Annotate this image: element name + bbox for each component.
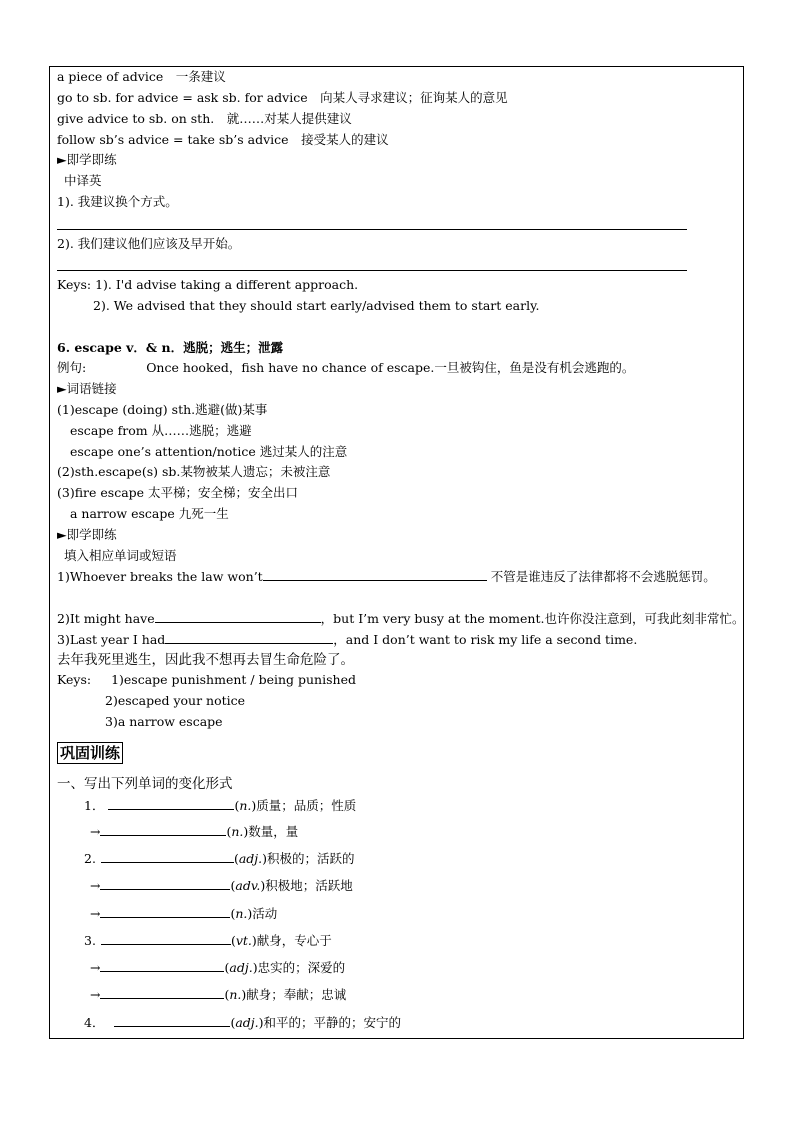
- word-blank[interactable]: [100, 958, 224, 972]
- arrow-icon: →: [90, 906, 101, 921]
- word-form-item: 1． (n.)质量；品质；性质: [84, 798, 357, 813]
- word-blank[interactable]: [100, 985, 224, 999]
- word-blank[interactable]: [100, 904, 230, 918]
- links-heading: ►词语链接: [57, 381, 117, 396]
- fill-blank[interactable]: [155, 609, 321, 623]
- fill-item-3: 3)Last year I had ，and I don’t want to risk my life a second time.: [57, 632, 638, 647]
- practice-heading: ►即学即练: [57, 527, 117, 542]
- advice-phrase: follow sb’s advice = take sb’s advice 接受某人的建议: [57, 132, 389, 147]
- word-blank[interactable]: [101, 849, 234, 863]
- word-blank[interactable]: [108, 796, 234, 810]
- key-answer: 3)a narrow escape: [105, 714, 223, 729]
- word-blank[interactable]: [100, 822, 226, 836]
- word-blank[interactable]: [101, 931, 231, 945]
- fill-item-2: 2)It might have ，but I’m very busy at the moment.也许你没注意到，可我此刻非常忙。: [57, 611, 745, 626]
- example-sentence: Once hooked，fish have no chance of escape.一旦被钩住，鱼是没有机会逃跑的。: [146, 360, 635, 375]
- word-form-item: 2. (adj.)积极的；活跃的: [84, 851, 355, 866]
- word-form-item: → (n.)数量，量: [90, 824, 299, 839]
- link-item: (2)sth.escape(s) sb.某物被某人遗忘；未被注意: [57, 464, 331, 479]
- word-form-item: → (adj.)忠实的；深爱的: [90, 960, 346, 975]
- key-answer: 1)escape punishment / being punished: [111, 672, 356, 687]
- arrow-icon: →: [90, 960, 101, 975]
- practice-subheading: 填入相应单词或短语: [64, 548, 177, 563]
- part-heading: 一、写出下列单词的变化形式: [57, 776, 233, 792]
- word-blank[interactable]: [100, 876, 230, 890]
- fill-item-1: 1)Whoever breaks the law won’t 不管是谁违反了法律都将不会逃脱惩罚。: [57, 569, 716, 584]
- keys-label: Keys:: [57, 277, 92, 292]
- arrow-icon: →: [90, 987, 101, 1002]
- answer-line-1[interactable]: [57, 229, 687, 230]
- advice-phrase: a piece of advice 一条建议: [57, 69, 226, 84]
- keys-line: [57, 671, 356, 689]
- question-1: 1). 我建议换个方式。: [57, 194, 178, 209]
- practice-heading: ►即学即练: [57, 152, 117, 167]
- arrow-icon: →: [90, 878, 101, 893]
- key-answer: 1). I'd advise taking a different approach.: [95, 277, 359, 292]
- keys-label: Keys:: [57, 672, 92, 687]
- question-2: 2). 我们建议他们应该及早开始。: [57, 236, 241, 251]
- word-form-item: → (n.)献身；奉献；忠诚: [90, 987, 347, 1002]
- advice-phrase: go to sb. for advice = ask sb. for advice 向某人寻求建议；征询某人的意见: [57, 90, 508, 105]
- example-label: 例句:: [57, 360, 87, 375]
- advice-phrase: give advice to sb. on sth. 就……对某人提供建议: [57, 111, 352, 126]
- example-line: [57, 359, 634, 377]
- practice-subheading: 中译英: [64, 173, 102, 188]
- link-item: escape from 从……逃脱；逃避: [70, 423, 252, 438]
- word-blank[interactable]: [114, 1013, 230, 1027]
- fill-translation: 去年我死里逃生，因此我不想再去冒生命危险了。: [57, 652, 354, 668]
- fill-blank[interactable]: [263, 567, 487, 581]
- entry-title: 6. escape v．& n．逃脱；逃生；泄露: [57, 340, 284, 355]
- link-item: (1)escape (doing) sth.逃避(做)某事: [57, 402, 268, 417]
- link-item: escape one’s attention/notice 逃过某人的注意: [70, 444, 348, 459]
- word-form-item: 4． (adj.)和平的；平静的；安宁的: [84, 1015, 402, 1030]
- word-form-item: → (adv.)积极地；活跃地: [90, 878, 353, 893]
- link-item: a narrow escape 九死一生: [70, 506, 229, 521]
- key-answer: 2). We advised that they should start early/advised them to start early.: [93, 298, 540, 313]
- key-answer: 2)escaped your notice: [105, 693, 246, 708]
- keys-line-1: [57, 276, 358, 294]
- word-form-item: → (n.)活动: [90, 906, 278, 921]
- arrow-icon: →: [90, 824, 101, 839]
- link-item: (3)fire escape 太平梯；安全梯；安全出口: [57, 485, 299, 500]
- section-title: 巩固训练: [57, 742, 123, 764]
- word-form-item: 3. (vt.)献身，专心于: [84, 933, 332, 948]
- answer-line-2[interactable]: [57, 270, 687, 271]
- fill-blank[interactable]: [165, 630, 333, 644]
